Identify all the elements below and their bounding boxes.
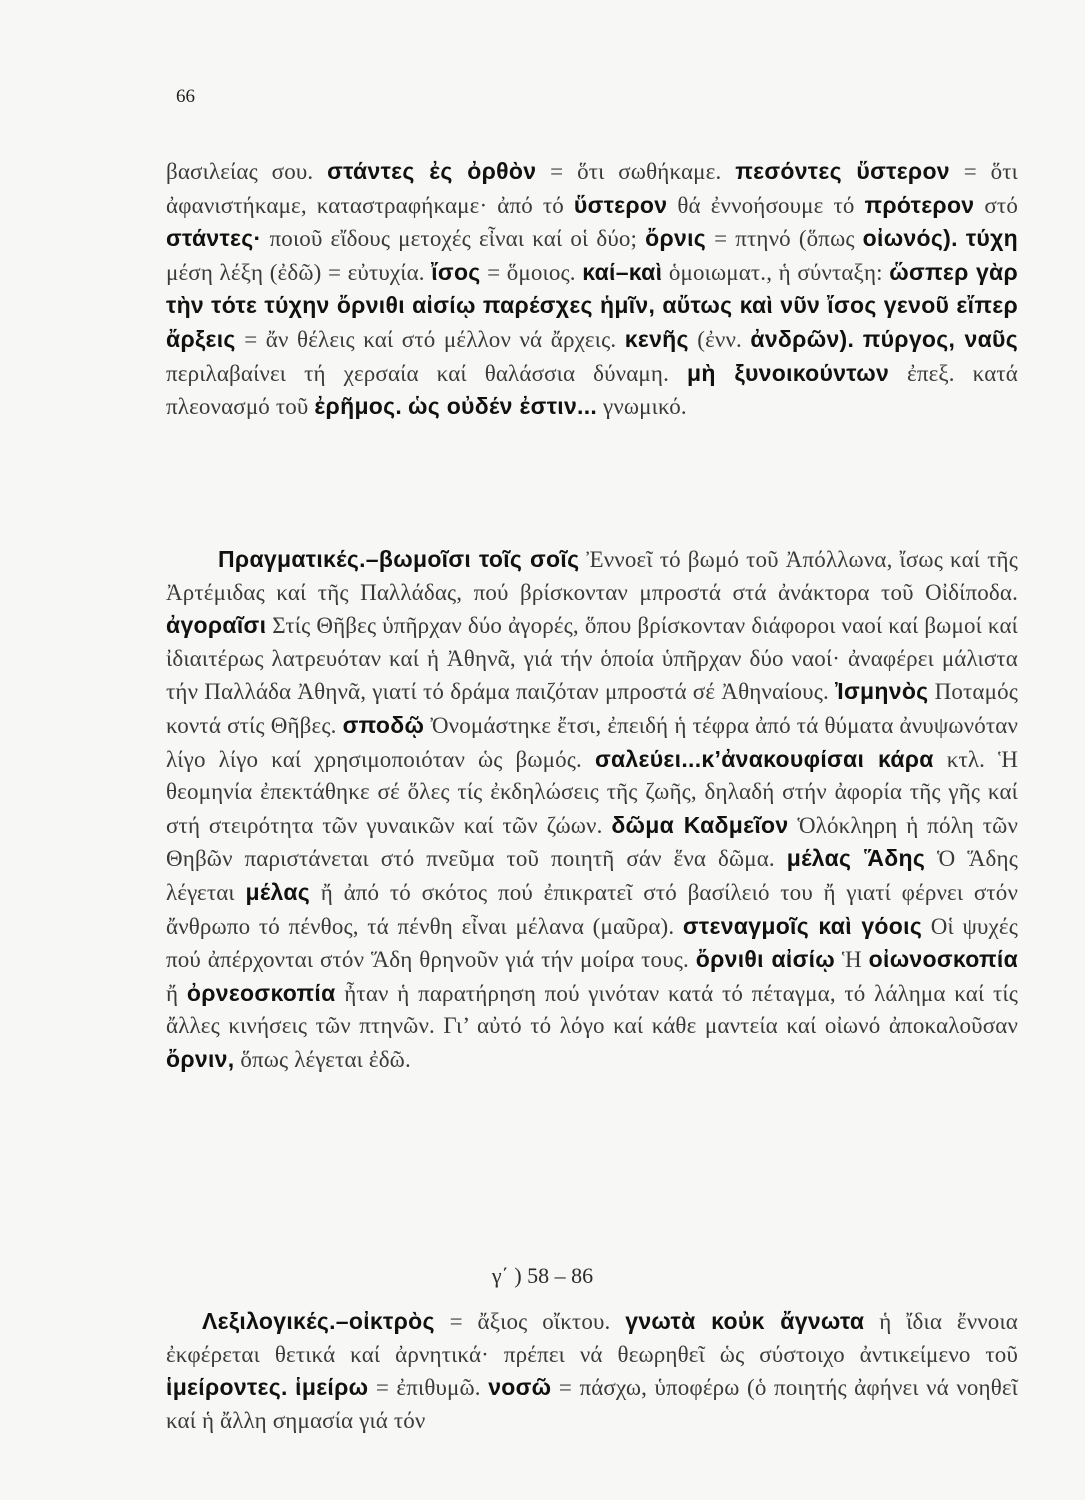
text-run: ἤ (166, 980, 179, 1006)
text-run: Ποταμός κοντά στίς Θῆβες. (166, 679, 1019, 738)
text-run: στό (984, 192, 1018, 218)
lemma: στάντες· (166, 225, 262, 252)
lemma: πρότερον (864, 191, 975, 218)
lemma: ὄρνις (645, 225, 707, 252)
text-run: = ὅτι σωθήκαμε. (550, 159, 722, 184)
text-run: = ὅμοιος. (487, 259, 576, 285)
paragraph-text (166, 1305, 1018, 1437)
lemma: οἰωνοσκοπία (868, 946, 1019, 973)
lemma: ὕστερον (573, 191, 668, 218)
section-heading: Λεξιλογικές.– (202, 1308, 349, 1334)
paragraph-text (166, 543, 1018, 1077)
lemma: ἱμείροντες. (166, 1374, 288, 1401)
lemma: στάντες ἐς ὀρθὸν (327, 158, 537, 184)
lemma: γνωτὰ κοὐκ ἄγνωτα (625, 1308, 865, 1334)
text-run: Ὀνομάστηκε ἔτσι, ἐπειδή ἡ τέφρα ἀπό τά θύματα ἀνυψωνόταν λίγο λίγο καί χρησιμοποιόταν ὡς βωμός. (166, 712, 1019, 772)
page-number: 66 (176, 86, 195, 107)
lemma: τύχη (965, 225, 1018, 252)
text-run: ἤ ἀπό τό σκότος πού ἐπικρατεῖ στό βασίλειό του ἤ γιατί φέρνει στόν ἄνθρωπο τό πένθος, τά πένθη εἶναι μέλανα (μαῦρα). (166, 879, 1019, 939)
lemma: ὡς οὐδέν ἐστιν... (408, 393, 598, 420)
lemma: καί–καὶ (582, 258, 663, 285)
text-run: = πτηνό (ὅπως (714, 226, 855, 252)
commentary-paragraph-1 (166, 155, 1018, 424)
lemma: πεσόντες ὕστερον (735, 158, 950, 184)
text-run: ὅπως λέγεται ἐδῶ. (240, 1046, 411, 1072)
lemma: μέλας (245, 878, 311, 905)
section-heading: Πραγματικές.– (218, 546, 379, 572)
text-run: ἐπεξ. κατά πλεονασμό τοῦ (166, 360, 1018, 420)
lemma: δῶμα Καδμεῖον (611, 811, 789, 838)
text-run: Ὁ Ἅδης λέγεται (166, 846, 1018, 905)
lemma: σποδῷ (342, 711, 425, 738)
lemma: ἱμείρω (295, 1374, 369, 1401)
lemma: ὥσπερ γὰρ τὴν τότε τύχην ὄρνιθι αἰσίῳ παρέσχες ἡμῖν, αὔτως καὶ νῦν ἴσος γενοῦ εἴπερ ἄρξεις (166, 258, 1019, 352)
commentary-paragraph-3 (166, 1305, 1018, 1437)
lemma: ὀρνεοσκοπία (186, 979, 336, 1006)
lemma: μὴ ξυνοικούντων (686, 359, 890, 386)
text-run: ὁμοιωματ., ἡ σύνταξη: (668, 259, 883, 285)
lemma: ἀνδρῶν). (750, 325, 855, 352)
text-run: = πάσχω, ὑποφέρω (ὁ ποιητής ἀφήνει νά νοηθεῖ καί ἡ ἄλλη σημασία γιά τόν (166, 1375, 1019, 1433)
lemma: μέλας Ἅδης (786, 845, 926, 872)
text-run: (ἐνν. (697, 326, 742, 352)
text-run: ποιοῦ εἴδους μετοχές εἶναι καί οἱ δύο; (269, 226, 638, 252)
text-run: Ἡ (841, 947, 862, 973)
text-run: = ὅτι ἀφανιστήκαμε, καταστραφήκαμε· ἀπό τό (166, 159, 1019, 218)
text-run: ἦταν ἡ παρατήρηση πού γινόταν κατά τό πέταγμα, τό λάλημα καί τίς ἄλλες κινήσεις τῶν πτηνῶν. Γι’ αὐτό τό λόγο καί κάθε μαντεία καί οἰωνό ἀποκαλοῦσαν (166, 980, 1019, 1039)
text-run: θά ἐννοήσουμε τό (677, 192, 855, 218)
text-run: βασιλείας σου. (166, 159, 314, 184)
text-run: περιλαβαίνει τή χερσαία καί θαλάσσια δύναμη. (166, 360, 669, 386)
lemma: Ἰσμηνὸς (835, 678, 929, 705)
lemma: στεναγμοῖς καὶ γόοις (682, 912, 923, 939)
lemma: ὄρνιν, (166, 1045, 235, 1072)
text-run: Οἱ ψυχές πού ἀπέρχονται στόν Ἅδη θρηνοῦν γιά τήν μοίρα τους. (166, 913, 1018, 973)
lemma: ἴσος (431, 258, 481, 285)
text-run: ἡ ἴδια ἔννοια ἐκφέρεται θετικά καί ἀρνητικά· πρέπει νά θεωρηθεῖ ὡς σύστοιχο ἀντικείμενο τοῦ (166, 1309, 1018, 1367)
text-run: = ἐπιθυμῶ. (375, 1375, 481, 1401)
lemma: ὄρνιθι αἰσίῳ (695, 946, 836, 973)
text-run: γνωμικό. (603, 394, 687, 420)
lemma: οἰωνός). (862, 225, 958, 252)
lemma: ἀγοραῖσι (166, 612, 267, 639)
commentary-paragraph-2 (166, 543, 1018, 1077)
paragraph-text (166, 155, 1018, 424)
lemma: σαλεύει...κ’ἀνακουφίσαι κάρα (594, 745, 934, 772)
text-run: = ἄξιος οἴκτου. (449, 1309, 611, 1334)
text-run: Στίς Θῆβες ὑπῆρχαν δύο ἀγορές, ὅπου βρίσκονταν διάφοροι ναοί καί βωμοί καί ἰδιαιτέρως λατρευόταν καί ἡ Ἀθηνᾶ, γιά τήν ὁποία ὑπῆρχαν δύο ναοί· ἀναφέρει μάλιστα τήν Παλλάδα Ἀθηνᾶ, γιατί τό δράμα παιζόταν μπροστά σέ Ἀθηναίους. (166, 613, 1019, 705)
lemma: βωμοῖσι τοῖς σοῖς (378, 546, 580, 572)
text-run: Ὁλόκληρη ἡ πόλη τῶν Θηβῶν παριστάνεται στό πνεῦμα τοῦ ποιητῆ σάν ἕνα δῶμα. (166, 812, 1018, 872)
lemma: κενῆς (624, 325, 689, 352)
text-run: Ἐννοεῖ τό βωμό τοῦ Ἀπόλλωνα, ἴσως καί τῆς Ἀρτέμιδας καί τῆς Παλλάδας, πού βρίσκονταν μπροστά στά ἀνάκτορα τοῦ Οἰδίποδα. (166, 547, 1018, 605)
text-run: κτλ. Ἡ θεομηνία ἐπεκτάθηκε σέ ὅλες τίς ἐκδηλώσεις τῆς ζωῆς, δηλαδή στήν ἀφορία τῆς γῆς καί στή στειρότητα τῶν γυναικῶν καί τῶν ζώων. (166, 746, 1018, 838)
lemma: νοσῶ (488, 1374, 552, 1401)
lemma: πύργος, ναῦς (862, 325, 1018, 352)
section-marker: γ΄ ) 58 – 86 (491, 1263, 594, 1288)
text-run: = ἄν θέλεις καί στό μέλλον νά ἄρχεις. (244, 326, 617, 352)
text-run: μέση λέξη (ἐδῶ) = εὐτυχία. (166, 259, 425, 285)
lemma: οἰκτρὸς (348, 1308, 435, 1334)
lemma: ἐρῆμος. (314, 393, 403, 420)
